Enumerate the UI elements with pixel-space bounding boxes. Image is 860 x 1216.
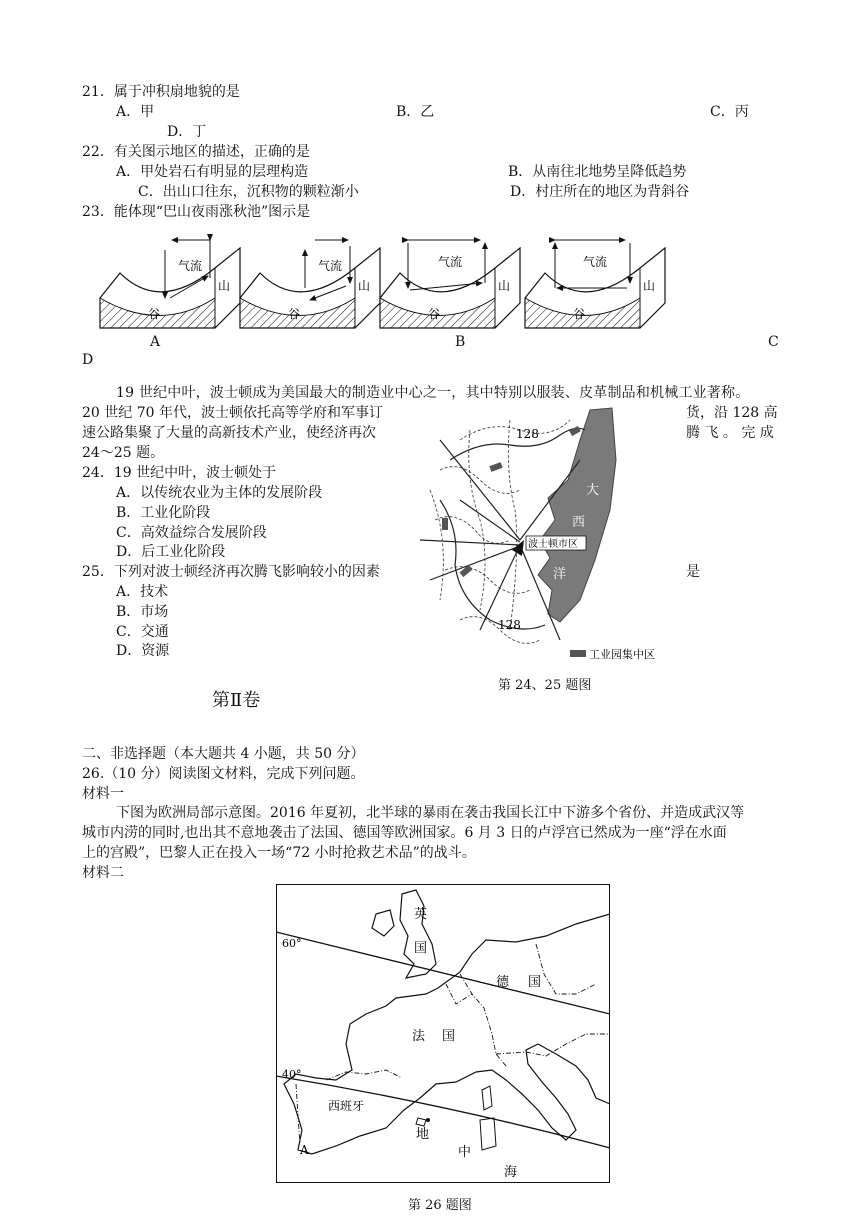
q23-fig-a-airflow: 气流: [178, 259, 203, 273]
boston-line-3-right: 腾 飞 。 完 成: [686, 425, 774, 441]
boston-line-1: 19 世纪中叶，波士顿成为美国最大的制造业中心之一，其中特别以服装、皮革制品和机械工业著称。: [116, 385, 750, 401]
europe-map-caption: 第 26 题图: [408, 1198, 472, 1213]
q23-stem: 23．能体现“巴山夜雨涨秋池”图示是: [82, 204, 311, 220]
q23-fig-b-mountain: 山: [358, 279, 371, 293]
material-1-line-2: 城市内涝的同时,也出其不意地袭击了法国、德国等欧洲国家。6 月 3 日的卢浮宫已然成为一座“浮在水面: [82, 825, 727, 841]
q23-figure-d: [525, 240, 665, 328]
q22-option-c: C．出山口往东，沉积物的颗粒渐小: [138, 184, 359, 200]
boston-line-2-right: 货，沿 128 高: [686, 405, 778, 421]
q25-option-b: B．市场: [116, 604, 169, 620]
germany-label-2: 国: [528, 975, 542, 990]
q23-label-c: C: [768, 334, 779, 350]
q23-fig-d-airflow: 气流: [583, 255, 608, 269]
q25-stem: 25．下列对波士顿经济再次腾飞影响较小的因素: [82, 564, 380, 580]
q23-fig-c-mountain: 山: [498, 279, 511, 293]
ocean-label-3: 洋: [553, 567, 567, 582]
uk-label-2: 国: [414, 941, 428, 956]
q21-option-a: A．甲: [116, 104, 155, 120]
boston-map: [420, 400, 680, 668]
sea-label-3: 海: [504, 1165, 518, 1180]
q23-fig-d-valley: 谷: [573, 307, 586, 321]
europe-map: [276, 884, 610, 1184]
road-128-label-top: 128: [516, 427, 539, 441]
lat-40-label: 40°: [282, 1068, 302, 1081]
q26-stem: 26.（10 分）阅读图文材料，完成下列问题。: [82, 766, 365, 782]
spain-label: 西班牙: [328, 1099, 365, 1113]
material-1-line-3: 上的宫殿”，巴黎人正在投入一场“72 小时抢救艺术品”的战斗。: [82, 845, 476, 861]
ocean-label-1: 大: [586, 483, 600, 498]
germany-label-1: 德: [496, 975, 510, 990]
sea-label-1: 地: [416, 1127, 430, 1142]
q24-option-d: D．后工业化阶段: [116, 544, 226, 560]
part2-title: 第Ⅱ卷: [212, 690, 261, 711]
q22-option-b: B．从南往北地势呈降低趋势: [508, 164, 687, 180]
q23-label-b: B: [455, 334, 466, 350]
boston-city-label: 波士顿市区: [528, 539, 578, 550]
material-2-title: 材料二: [82, 865, 124, 881]
q23-figures: [95, 228, 675, 340]
part2-section: 二、非选择题（本大题共 4 小题，共 50 分）: [82, 746, 365, 762]
q23-fig-a-valley: 谷: [148, 307, 161, 321]
lat-60-label: 60°: [282, 937, 302, 950]
q23-label-a: A: [150, 334, 161, 350]
q23-fig-c-airflow: 气流: [438, 255, 463, 269]
france-label-1: 法: [412, 1029, 426, 1044]
material-1-title: 材料一: [82, 786, 124, 802]
q23-figure-a: [100, 240, 240, 328]
q23-fig-c-valley: 谷: [428, 307, 441, 321]
boston-line-4: 24～25 题。: [82, 445, 165, 461]
q21-option-b: B．乙: [396, 104, 435, 120]
q23-fig-b-airflow: 气流: [318, 259, 343, 273]
q24-option-c: C．高效益综合发展阶段: [116, 525, 267, 541]
q23-fig-d-mountain: 山: [643, 279, 656, 293]
road-128-label-bottom: 128: [498, 618, 521, 632]
boston-line-3-left: 速公路集聚了大量的高新技术产业，使经济再次: [82, 425, 376, 441]
q23-figure-c: [380, 240, 520, 328]
q21-option-d: D．丁: [167, 124, 207, 140]
q23-fig-a-mountain: 山: [218, 279, 231, 293]
q22-option-a: A．甲处岩石有明显的层理构造: [116, 164, 309, 180]
q22-stem: 22．有关图示地区的描述，正确的是: [82, 144, 310, 160]
q23-label-d: D: [82, 352, 94, 368]
q24-option-b: B．工业化阶段: [116, 505, 211, 521]
q25-option-d: D．资源: [116, 643, 170, 659]
france-label-2: 国: [442, 1029, 456, 1044]
q21-stem: 21．属于冲积扇地貌的是: [82, 84, 240, 100]
uk-label-1: 英: [414, 907, 428, 922]
point-a-label: A: [300, 1143, 309, 1157]
q22-option-d: D．村庄所在的地区为背斜谷: [510, 184, 690, 200]
q24-stem: 24．19 世纪中叶，波士顿处于: [82, 465, 277, 481]
q25-stem-end: 是: [686, 564, 700, 580]
sea-label-2: 中: [458, 1145, 472, 1160]
legend-swatch: [570, 650, 586, 657]
q24-option-a: A．以传统农业为主体的发展阶段: [116, 485, 323, 501]
q25-option-a: A．技术: [116, 584, 169, 600]
q21-option-c: C．丙: [710, 104, 749, 120]
boston-line-2-left: 20 世纪 70 年代，波士顿依托高等学府和军事订: [82, 405, 383, 421]
q23-figure-b: [240, 240, 380, 328]
legend-label: 工业园集中区: [589, 648, 655, 661]
q25-option-c: C．交通: [116, 624, 169, 640]
material-1-line-1: 下图为欧洲局部示意图。2016 年夏初，北半球的暴雨在袭击我国长江中下游多个省份、并造成武汉等: [116, 805, 745, 821]
q23-fig-b-valley: 谷: [288, 307, 301, 321]
boston-map-caption: 第 24、25 题图: [498, 678, 592, 693]
ocean-label-2: 西: [572, 515, 586, 530]
